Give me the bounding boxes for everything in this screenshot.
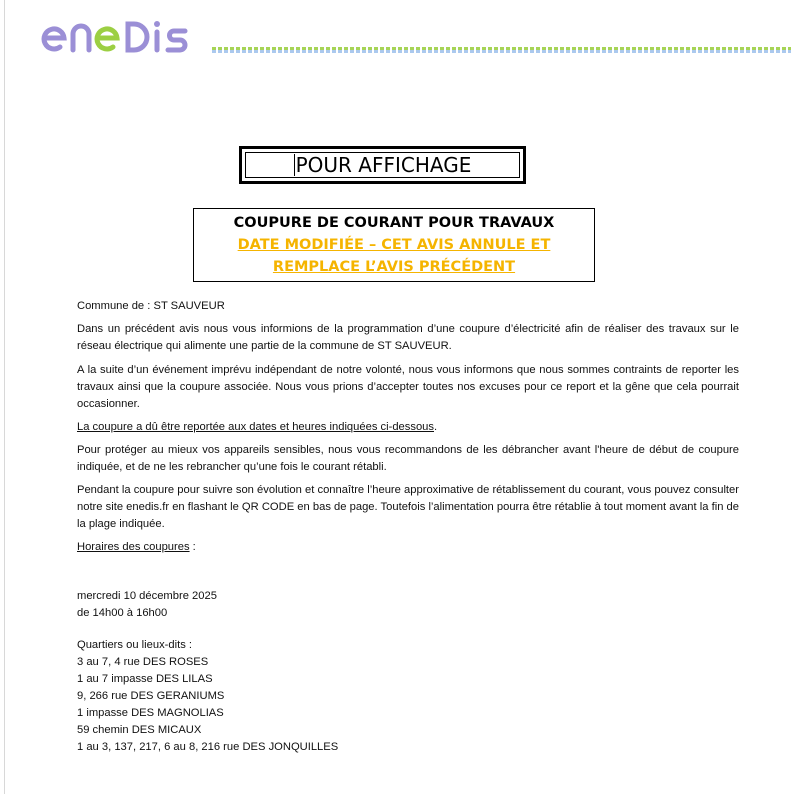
header-dotted-line-blue bbox=[212, 50, 791, 53]
street-item: 3 au 7, 4 rue DES ROSES bbox=[77, 656, 209, 668]
notice-body bbox=[77, 298, 739, 756]
notice-modified-line1: DATE MODIFIÉE – CET AVIS ANNULE ET bbox=[237, 237, 551, 253]
paragraph-postponement: A la suite d’un événement imprévu indépendant de notre volonté, nous vous informons que nous sommes contraints de reporter les travaux ainsi que la coupure associée. Nous vous prions d’accepter toutes nos excuses pour ce report et la gêne que cela pourrait occasionner. bbox=[77, 364, 739, 410]
page-left-edge bbox=[4, 0, 5, 794]
street-list bbox=[77, 654, 739, 756]
text-cursor bbox=[294, 154, 295, 176]
paragraph-rescheduled: La coupure a dû être reportée aux dates et heures indiquées ci-dessous. bbox=[77, 421, 438, 433]
notice-title: COUPURE DE COURANT POUR TRAVAUX bbox=[233, 215, 555, 231]
paragraph-follow-outage: Pendant la coupure pour suivre son évolution et connaître l’heure approximative de rétablissement du courant, vous pouvez consulter notre site enedis.fr en flashant le QR CODE en bas de page. Toutefois l’alimentation pourra être rétablie à tout moment avant la fin de la plage indiquée. bbox=[77, 484, 739, 530]
street-item: 9, 266 rue DES GERANIUMS bbox=[77, 690, 225, 702]
pour-affichage-box bbox=[239, 146, 526, 184]
outage-hours: de 14h00 à 16h00 bbox=[77, 607, 168, 619]
paragraph-previous-notice: Dans un précédent avis nous vous informions de la programmation d’une coupure d’électricité afin de réaliser des travaux sur le réseau électrique qui alimente une partie de la commune de ST SAUVEUR. bbox=[77, 323, 739, 352]
street-item: 59 chemin DES MICAUX bbox=[77, 724, 202, 736]
enedis-logo bbox=[40, 16, 210, 56]
notice-title-box bbox=[193, 208, 595, 282]
pour-affichage-label: POUR AFFICHAGE bbox=[295, 153, 472, 177]
street-item: 1 au 3, 137, 217, 6 au 8, 216 rue DES JONQUILLES bbox=[77, 741, 339, 753]
quartiers-heading: Quartiers ou lieux-dits : bbox=[77, 639, 193, 651]
outage-date: mercredi 10 décembre 2025 bbox=[77, 590, 217, 602]
commune-line: Commune de : ST SAUVEUR bbox=[77, 300, 225, 312]
horaires-heading: Horaires des coupures : bbox=[77, 541, 196, 553]
street-item: 1 au 7 impasse DES LILAS bbox=[77, 673, 213, 685]
street-item: 1 impasse DES MAGNOLIAS bbox=[77, 707, 224, 719]
notice-modified-line2: REMPLACE L’AVIS PRÉCÉDENT bbox=[272, 259, 516, 275]
paragraph-unplug-advice: Pour protéger au mieux vos appareils sensibles, nous vous recommandons de les débrancher avant l'heure de début de coupure indiquée, et de ne les rebrancher qu’une fois le courant rétabli. bbox=[77, 444, 739, 473]
